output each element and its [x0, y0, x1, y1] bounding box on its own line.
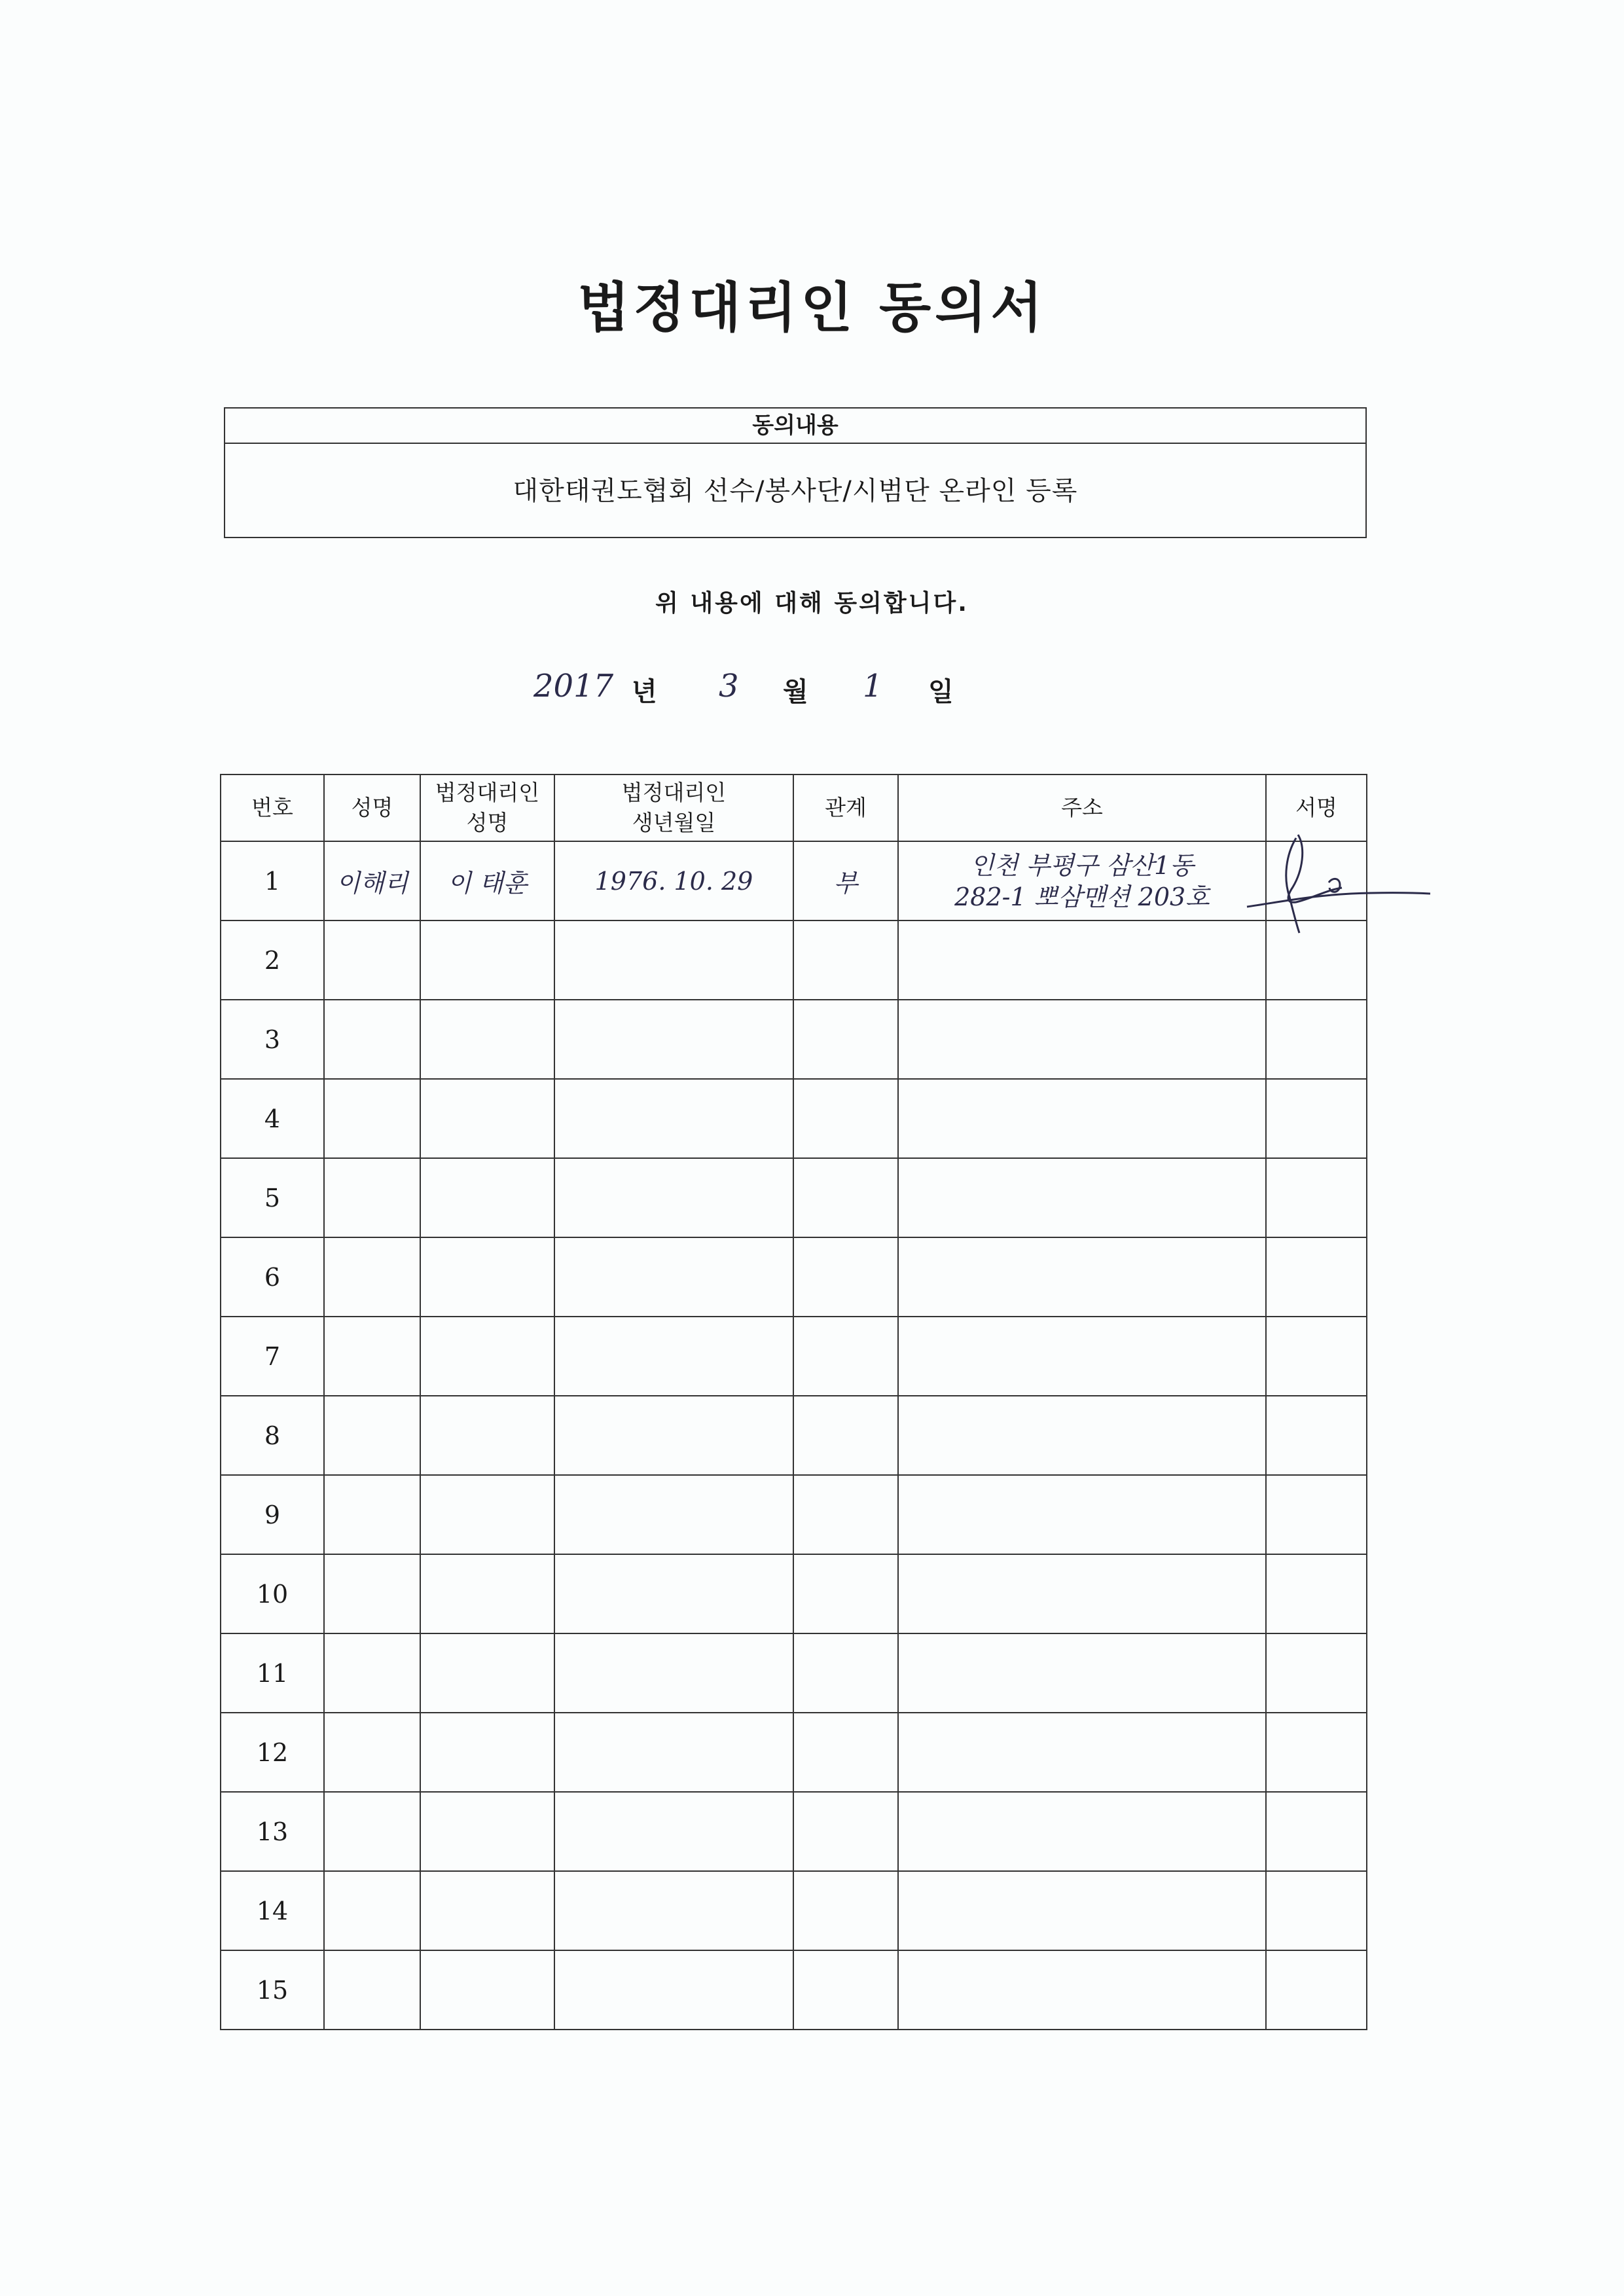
consent-content: 대한태권도협회 선수/봉사단/시범단 온라인 등록 [513, 476, 1078, 506]
table-row [221, 920, 1367, 1000]
row-guardian-name[interactable] [420, 1792, 554, 1871]
row-address[interactable] [898, 1713, 1266, 1792]
table-row [221, 1237, 1367, 1317]
row-guardian-birth[interactable] [554, 1000, 793, 1079]
header-relation: 관계 [793, 774, 898, 841]
row-number: 9 [221, 1475, 324, 1554]
row-guardian-birth[interactable] [554, 1950, 793, 2030]
row-guardian-name[interactable] [420, 1237, 554, 1317]
table-row [221, 1713, 1367, 1792]
row-guardian-birth[interactable] [554, 1554, 793, 1633]
row-signature[interactable] [1266, 841, 1367, 920]
row-number: 14 [221, 1871, 324, 1950]
row-guardian-birth[interactable] [554, 1475, 793, 1554]
row-number: 2 [221, 920, 324, 1000]
agreement-statement: 위 내용에 대해 동의합니다. [655, 590, 969, 617]
row-number: 5 [221, 1158, 324, 1237]
header-signature: 서명 [1266, 774, 1367, 841]
row-name[interactable] [324, 1792, 420, 1871]
row-name[interactable] [324, 1713, 420, 1792]
row-relation[interactable] [793, 1237, 898, 1317]
row-number: 8 [221, 1396, 324, 1475]
row-address[interactable] [898, 1396, 1266, 1475]
row-guardian-birth[interactable] [554, 1633, 793, 1713]
row-address[interactable] [898, 1554, 1266, 1633]
row-guardian-birth[interactable] [554, 1079, 793, 1158]
row-guardian-name[interactable] [420, 920, 554, 1000]
consent-heading: 동의내용 [225, 409, 1365, 444]
row-number: 12 [221, 1713, 324, 1792]
row-signature[interactable] [1266, 1713, 1367, 1792]
signature-mark [1267, 825, 1430, 936]
row-signature[interactable] [1266, 1396, 1367, 1475]
table-row [221, 1079, 1367, 1158]
row-guardian-birth[interactable] [554, 1792, 793, 1871]
row-signature[interactable] [1266, 1475, 1367, 1554]
row-relation[interactable] [793, 920, 898, 1000]
consent-box [224, 407, 1367, 538]
header-name: 성명 [324, 774, 420, 841]
date-year[interactable]: 2017 [533, 668, 614, 704]
row-relation[interactable] [793, 1475, 898, 1554]
row-name[interactable] [324, 1158, 420, 1237]
row-address[interactable] [898, 1079, 1266, 1158]
row-signature[interactable] [1266, 1871, 1367, 1950]
row-name[interactable] [324, 1237, 420, 1317]
row-guardian-name[interactable] [420, 1000, 554, 1079]
row-number: 7 [221, 1317, 324, 1396]
row-guardian-name[interactable] [420, 1871, 554, 1950]
table-row [221, 1396, 1367, 1475]
row-signature[interactable] [1266, 1317, 1367, 1396]
row-guardian-birth[interactable] [554, 1237, 793, 1317]
row-guardian-birth[interactable] [554, 1871, 793, 1950]
table-header-row [221, 774, 1367, 841]
row-address[interactable] [898, 1158, 1266, 1237]
row-relation[interactable] [793, 1554, 898, 1633]
row-relation[interactable] [793, 1317, 898, 1396]
row-address[interactable] [898, 1950, 1266, 2030]
header-guardian-name-line2: 성명 [466, 810, 509, 835]
row-address[interactable] [898, 1000, 1266, 1079]
row-guardian-birth[interactable]: 1976. 10. 29 [554, 841, 793, 920]
row-signature[interactable] [1266, 1158, 1367, 1237]
row-number: 6 [221, 1237, 324, 1317]
row-name[interactable] [324, 1475, 420, 1554]
table-row [221, 1158, 1367, 1237]
header-number: 번호 [221, 774, 324, 841]
row-guardian-name[interactable]: 이 태훈 [420, 841, 554, 920]
row-relation[interactable] [793, 1792, 898, 1871]
row-address[interactable] [898, 1317, 1266, 1396]
row-guardian-birth[interactable] [554, 1713, 793, 1792]
row-signature[interactable] [1266, 1237, 1367, 1317]
header-guardian-name [420, 774, 554, 841]
header-guardian-name-line1: 법정대리인 [435, 780, 540, 805]
row-guardian-name[interactable] [420, 1713, 554, 1792]
row-address[interactable] [898, 1633, 1266, 1713]
row-number: 13 [221, 1792, 324, 1871]
table-row [221, 841, 1367, 920]
date-month[interactable]: 3 [719, 668, 739, 704]
row-address[interactable] [898, 1237, 1266, 1317]
row-guardian-birth[interactable] [554, 920, 793, 1000]
row-signature[interactable] [1266, 1792, 1367, 1871]
row-guardian-name[interactable] [420, 1633, 554, 1713]
row-guardian-birth[interactable] [554, 1317, 793, 1396]
row-guardian-birth[interactable] [554, 1158, 793, 1237]
row-address[interactable] [898, 1792, 1266, 1871]
row-guardian-name[interactable] [420, 1475, 554, 1554]
row-number: 10 [221, 1554, 324, 1633]
row-relation[interactable] [793, 1713, 898, 1792]
row-address[interactable] [898, 841, 1266, 920]
row-name[interactable] [324, 1871, 420, 1950]
row-relation[interactable] [793, 1950, 898, 2030]
table-row [221, 1554, 1367, 1633]
table-row [221, 1000, 1367, 1079]
row-name[interactable] [324, 1317, 420, 1396]
date-day-unit: 일 [928, 677, 954, 707]
row-number: 4 [221, 1079, 324, 1158]
date-day[interactable]: 1 [863, 668, 883, 704]
table-row [221, 1475, 1367, 1554]
row-address[interactable] [898, 1871, 1266, 1950]
row-address[interactable] [898, 920, 1266, 1000]
header-address: 주소 [898, 774, 1266, 841]
row-number: 3 [221, 1000, 324, 1079]
row-guardian-name[interactable] [420, 1079, 554, 1158]
row-guardian-birth[interactable] [554, 1396, 793, 1475]
row-name[interactable] [324, 1633, 420, 1713]
table-row [221, 1871, 1367, 1950]
row-relation[interactable] [793, 1396, 898, 1475]
row-guardian-name[interactable] [420, 1554, 554, 1633]
row-address[interactable] [898, 1475, 1266, 1554]
row-relation[interactable] [793, 1158, 898, 1237]
date-month-unit: 월 [783, 677, 808, 707]
row-name[interactable] [324, 920, 420, 1000]
row-number: 15 [221, 1950, 324, 2030]
row-relation[interactable] [793, 1079, 898, 1158]
table-row [221, 1950, 1367, 2030]
table-row [221, 1633, 1367, 1713]
table-row [221, 1317, 1367, 1396]
row-signature[interactable] [1266, 1000, 1367, 1079]
row-guardian-name[interactable] [420, 1396, 554, 1475]
row-number: 1 [221, 841, 324, 920]
row-name[interactable] [324, 1396, 420, 1475]
page-title: 법정대리인 동의서 [577, 277, 1047, 339]
row-name[interactable] [324, 1079, 420, 1158]
row-number: 11 [221, 1633, 324, 1713]
row-relation[interactable] [793, 1871, 898, 1950]
row-name[interactable] [324, 1950, 420, 2030]
row-name[interactable] [324, 1000, 420, 1079]
row-signature[interactable] [1266, 1633, 1367, 1713]
table-row [221, 1792, 1367, 1871]
header-guardian-birth-line1: 법정대리인 [621, 780, 727, 805]
guardian-table [220, 774, 1367, 2030]
row-signature[interactable] [1266, 1950, 1367, 2030]
row-relation[interactable] [793, 1000, 898, 1079]
row-guardian-name[interactable] [420, 1317, 554, 1396]
row-relation[interactable] [793, 1633, 898, 1713]
row-address-line1: 인천 부평구 삼산1동 [970, 850, 1194, 880]
row-name[interactable] [324, 1554, 420, 1633]
date-year-unit: 년 [632, 677, 657, 707]
row-signature[interactable] [1266, 1554, 1367, 1633]
row-guardian-name[interactable] [420, 1158, 554, 1237]
row-relation[interactable]: 부 [793, 841, 898, 920]
row-guardian-name[interactable] [420, 1950, 554, 2030]
header-guardian-birth-line2: 생년월일 [632, 810, 716, 835]
row-address-line2: 282-1 뽀삼맨션 203호 [954, 882, 1210, 911]
row-name[interactable]: 이해리 [324, 841, 420, 920]
row-signature[interactable] [1266, 1079, 1367, 1158]
header-guardian-birth [554, 774, 793, 841]
